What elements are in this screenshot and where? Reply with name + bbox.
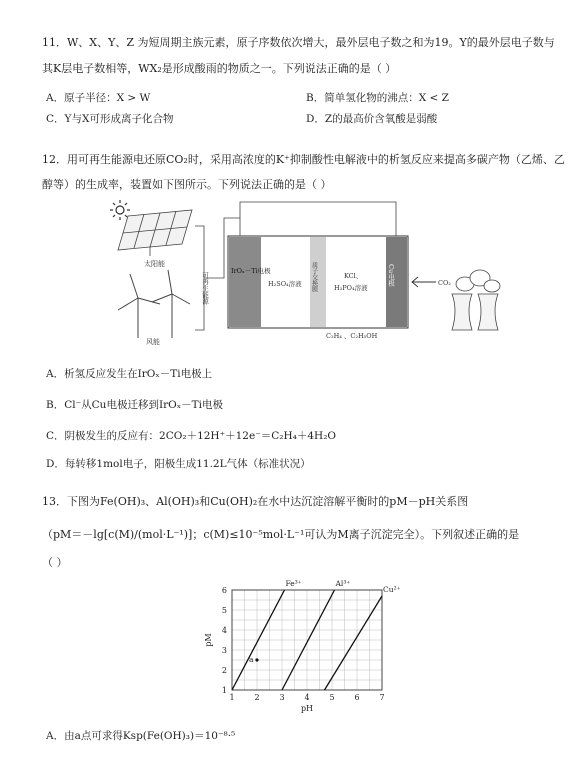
y-tick-label: 5 xyxy=(221,606,227,615)
electrolysis-diagram xyxy=(100,198,520,348)
catholyte-label-1: KCl、 xyxy=(344,272,363,280)
catholyte-label-2: H₃PO₄溶液 xyxy=(334,284,368,292)
x-tick-label: 3 xyxy=(279,693,285,702)
pm-ph-chart xyxy=(202,574,402,724)
y-tick-label: 4 xyxy=(221,626,227,635)
q11-option-a: A．原子半径：X > W xyxy=(46,92,151,104)
point-a xyxy=(255,658,258,661)
anolyte-label: H₂SO₄溶液 xyxy=(268,280,302,288)
membrane-label: 质子交换膜 xyxy=(310,262,318,292)
q13-option-a: A．由a点可求得Ksp(Fe(OH)₃)＝10⁻⁸·⁵ xyxy=(46,730,236,742)
x-tick-label: 5 xyxy=(329,693,335,702)
y-tick-label: 1 xyxy=(221,686,227,695)
x-axis-label: pH xyxy=(300,704,314,713)
wind-turbine-icon xyxy=(118,270,190,338)
q11-option-b: B．简单氢化物的沸点：X < Z xyxy=(306,92,449,104)
wind-label: 风能 xyxy=(146,338,160,346)
factory-icon xyxy=(452,270,500,330)
co2-label: CO₂ xyxy=(438,279,451,287)
co2-arrow-icon xyxy=(412,277,436,287)
solar-label: 太阳能 xyxy=(144,260,165,268)
x-tick-label: 6 xyxy=(354,693,360,702)
q12-option-d: D．每转移1mol电子，阳极生成11.2L气体（标准状况） xyxy=(46,458,311,470)
q13-line1: 13．下图为Fe(OH)₃、Al(OH)₃和Cu(OH)₂在水中达沉淀溶解平衡时的pM－pH关系图 xyxy=(42,495,469,508)
q12-line1: 12．用可再生能源电还原CO₂时，采用高浓度的K⁺抑制酸性电解液中的析氢反应来提高多碳产物（乙烯、乙 xyxy=(42,153,565,166)
q11-line2: 其K层电子数相等，WX₂是形成酸雨的物质之一。下列说法正确的是（ ） xyxy=(42,62,397,75)
q12-option-a: A．析氢反应发生在IrOₓ－Ti电极上 xyxy=(46,368,213,380)
products-label: C₂H₄ 、C₂H₅OH xyxy=(326,332,378,340)
y-axis-label: pM xyxy=(204,633,213,647)
anode xyxy=(229,237,261,327)
q13-line3: （ ） xyxy=(42,556,68,569)
cathode-label: Cu电极 xyxy=(387,264,395,287)
q13-line2: （pM＝－lg[c(M)/(mol·L⁻¹)]；c(M)≤10⁻⁵mol·L⁻¹可认为M离子沉淀完全）。下列叙述正确的是 xyxy=(42,528,520,541)
y-tick-label: 6 xyxy=(221,586,227,595)
q12-line2: 醇等）的生成率，装置如下图所示。下列说法正确的是（ ） xyxy=(42,178,332,191)
q11-option-d: D．Z的最高价含氧酸是弱酸 xyxy=(306,113,438,125)
x-tick-label: 1 xyxy=(229,693,235,702)
point-a-label: a xyxy=(249,655,254,664)
solar-panel-icon xyxy=(118,210,192,256)
renewable-label: 可再生能源 xyxy=(201,272,209,305)
q12-option-c: C．阴极发生的反应有：2CO₂＋12H⁺＋12e⁻＝C₂H₄＋4H₂O xyxy=(46,430,337,442)
x-tick-label: 4 xyxy=(304,693,310,702)
x-tick-label: 7 xyxy=(379,693,385,702)
series-label-1: Al³⁺ xyxy=(335,579,351,588)
q12-option-b: B．Cl⁻从Cu电极迁移到IrOₓ－Ti电极 xyxy=(46,399,224,411)
series-label-2: Cu²⁺ xyxy=(383,585,401,594)
series-label-0: Fe³⁺ xyxy=(285,579,302,588)
y-tick-label: 2 xyxy=(221,666,227,675)
x-tick-label: 2 xyxy=(254,693,260,702)
q11-option-c: C．Y与X可形成离子化合物 xyxy=(46,113,174,125)
q11-line1: 11．W、X、Y、Z 为短周期主族元素，原子序数依次增大，最外层电子数之和为19。Y的最外层电子数与 xyxy=(42,36,555,49)
anode-label: IrOₓ－Ti电极 xyxy=(231,267,271,275)
y-tick-label: 3 xyxy=(221,646,227,655)
sun-icon xyxy=(110,200,130,220)
